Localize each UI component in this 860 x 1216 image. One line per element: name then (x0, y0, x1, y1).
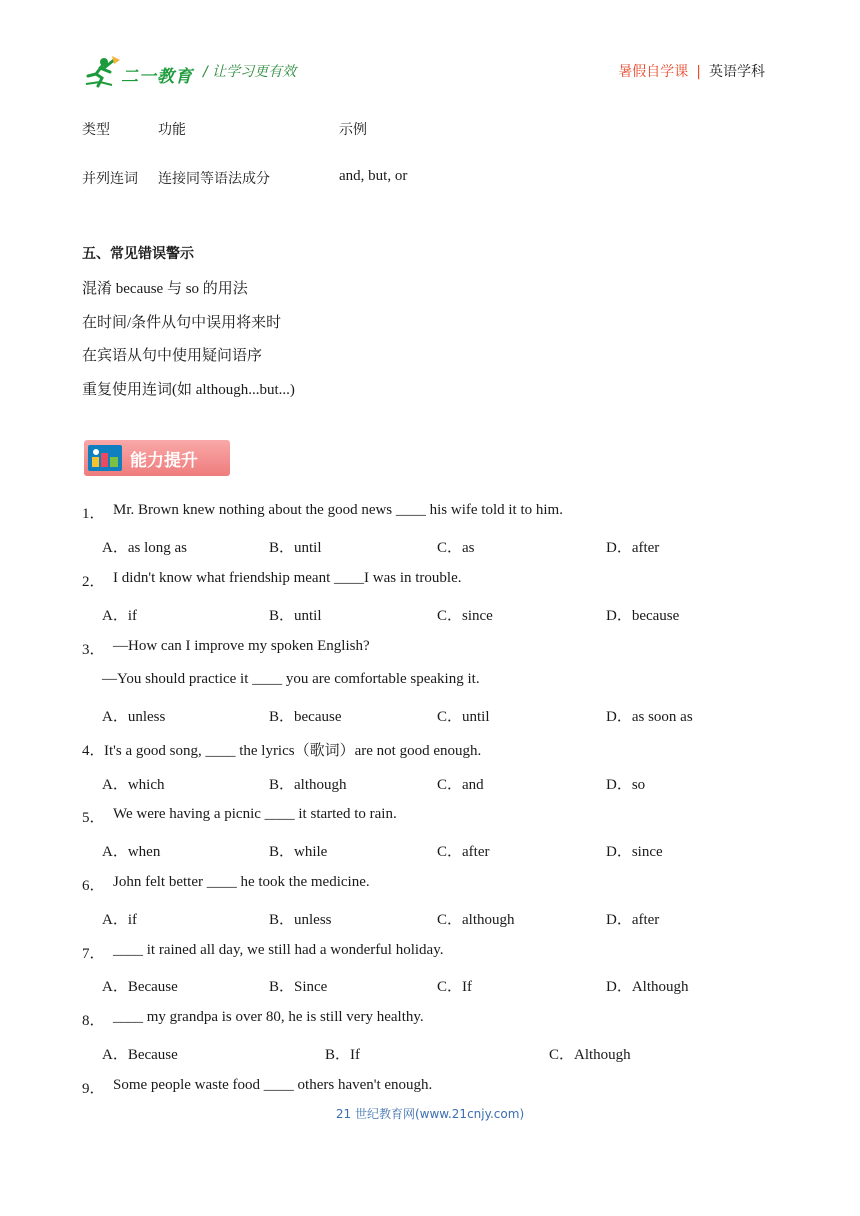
header-separator: | (696, 64, 701, 80)
option-c: C．although (437, 912, 515, 928)
list-item: 在宾语从句中使用疑问语序 (82, 348, 263, 364)
option-d: D．because (606, 608, 680, 624)
page-header (0, 0, 860, 100)
question-number: 4． (82, 743, 105, 759)
question-number: 7． (82, 946, 105, 962)
list-item: 在时间/条件从句中误用将来时 (82, 315, 282, 331)
subject-label: 英语学科 (709, 64, 765, 80)
option-d: D．after (606, 540, 660, 556)
option-c: C．and (437, 777, 484, 793)
option-a: A．as long as (102, 540, 187, 556)
question-stem: It's a good song, ____ the lyrics（歌词）are not good enough. (104, 743, 482, 759)
table-cell-function: 连接同等语法成分 (158, 171, 270, 187)
banner-label: 能力提升 (130, 451, 198, 471)
header-course-info (618, 61, 765, 81)
option-b: B．Since (269, 979, 328, 995)
option-b: B．If (325, 1047, 360, 1063)
question-stem: ____ it rained all day, we still had a wonderful holiday. (113, 942, 444, 958)
list-item: 混淆 because 与 so 的用法 (82, 281, 248, 297)
option-a: A．Because (102, 979, 178, 995)
table-cell-type: 并列连词 (82, 171, 138, 187)
option-b: B．because (269, 709, 342, 725)
option-b: B．until (269, 608, 322, 624)
question-number: 5． (82, 810, 105, 826)
option-d: D．after (606, 912, 660, 928)
page-footer: 21 世纪教育网(www.21cnjy.com) (335, 1107, 525, 1121)
logo-text: 二一教育 (121, 67, 193, 87)
question-number: 6． (82, 878, 105, 894)
option-a: A．when (102, 844, 161, 860)
option-a: A．if (102, 912, 137, 928)
question-stem: Some people waste food ____ others haven't enough. (113, 1077, 433, 1093)
option-a: A．which (102, 777, 165, 793)
table-cell-example: and, but, or (339, 168, 408, 184)
option-b: B．unless (269, 912, 332, 928)
slogan: / 让学习更有效 (203, 64, 297, 80)
course-label: 暑假自学课 (618, 64, 689, 80)
question-stem: I didn't know what friendship meant ____I was in trouble. (113, 570, 462, 586)
table-header-function: 功能 (158, 122, 186, 138)
section-title: 五、常见错误警示 (82, 246, 194, 262)
option-a: A．Because (102, 1047, 178, 1063)
question-number: 3． (82, 642, 105, 658)
option-b: B．while (269, 844, 328, 860)
option-b: B．until (269, 540, 322, 556)
option-a: A．if (102, 608, 137, 624)
option-c: C．after (437, 844, 490, 860)
table-header-type: 类型 (82, 122, 110, 138)
question-number: 9． (82, 1081, 105, 1097)
question-number: 8． (82, 1013, 105, 1029)
option-c: C．since (437, 608, 493, 624)
option-c: C．until (437, 709, 490, 725)
question-stem: ____ my grandpa is over 80, he is still very healthy. (113, 1009, 424, 1025)
option-c: C．Although (549, 1047, 631, 1063)
question-number: 2． (82, 574, 105, 590)
option-a: A．unless (102, 709, 166, 725)
option-d: D．since (606, 844, 663, 860)
list-item: 重复使用连词(如 although...but...) (82, 382, 295, 398)
option-d: D．as soon as (606, 709, 693, 725)
option-b: B．although (269, 777, 347, 793)
option-c: C．as (437, 540, 475, 556)
question-stem: We were having a picnic ____ it started to rain. (113, 806, 397, 822)
table-header-example: 示例 (339, 122, 367, 138)
option-d: D．so (606, 777, 646, 793)
blocks-icon (88, 445, 122, 471)
question-stem: John felt better ____ he took the medicine. (113, 874, 370, 890)
question-stem: —How can I improve my spoken English? (113, 638, 370, 654)
question-stem: Mr. Brown knew nothing about the good news ____ his wife told it to him. (113, 502, 563, 518)
option-d: D．Although (606, 979, 689, 995)
option-c: C．If (437, 979, 472, 995)
question-number: 1． (82, 506, 105, 522)
ability-banner (84, 440, 230, 476)
question-stem-reply: —You should practice it ____ you are comfortable speaking it. (102, 671, 480, 687)
